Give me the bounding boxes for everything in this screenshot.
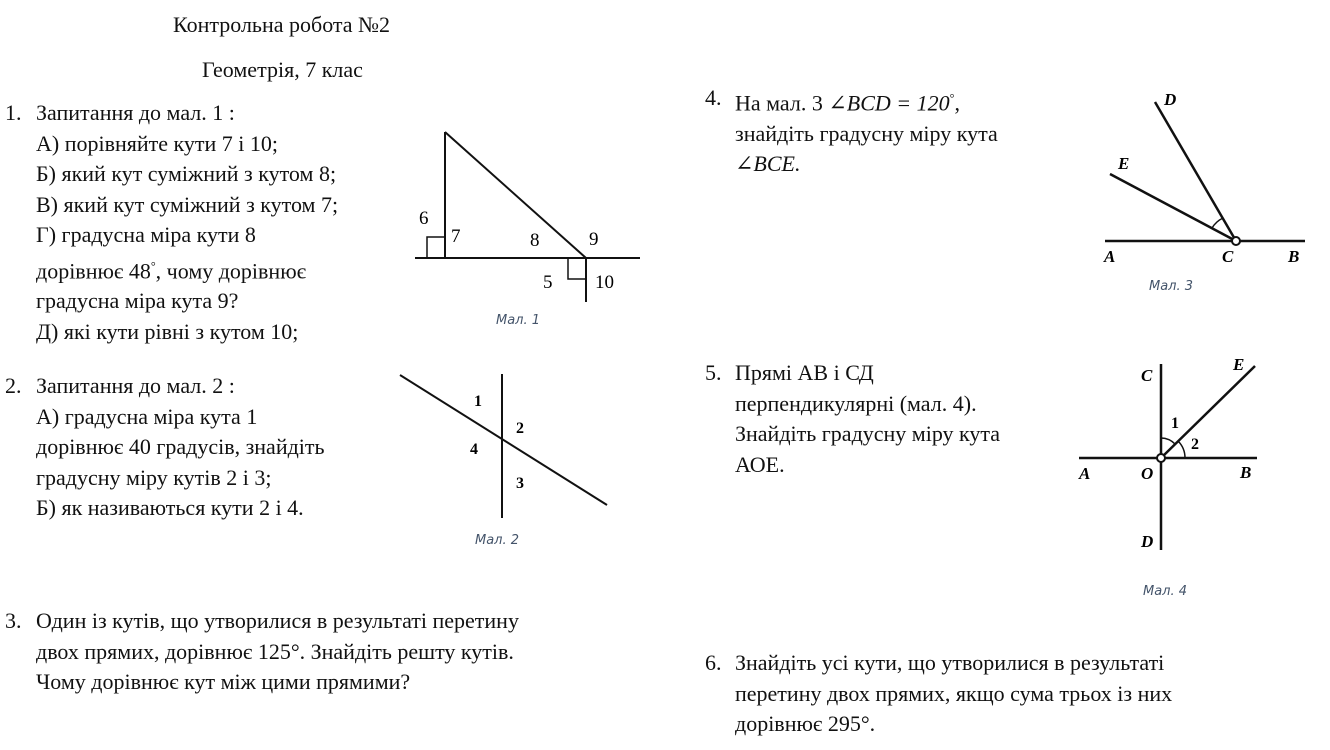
- figure-4: [1075, 350, 1275, 560]
- angle-bce-expression: ∠BCE.: [735, 151, 801, 177]
- fig3-label-b: B: [1288, 247, 1300, 266]
- fig3-label-d: D: [1164, 90, 1177, 109]
- fig1-label-7: 7: [451, 226, 461, 247]
- q3-line: Чому дорівнює кут між цими прямими?: [36, 669, 411, 694]
- degree-sign: °: [949, 91, 955, 105]
- q4-text: [735, 83, 998, 180]
- q5-line: перпендикулярні (мал. 4).: [735, 390, 977, 416]
- q1-line: Запитання до мал. 1 :: [36, 100, 235, 125]
- q1-number: 1.: [5, 100, 22, 125]
- q1-line: [36, 251, 338, 287]
- fig2-slanted-line: [400, 375, 607, 505]
- fig2-label-1: 1: [474, 393, 482, 410]
- fig3-point-c: [1232, 237, 1240, 245]
- fig1-label-6: 6: [419, 208, 429, 229]
- q1-line: Д) які кути рівні з кутом 10;: [36, 318, 299, 344]
- fig4-label-o: O: [1141, 464, 1154, 483]
- q2-text: [36, 371, 325, 524]
- figure-4-caption: Мал. 4: [1143, 584, 1188, 599]
- q3-line: двох прямих, дорівнює 125°. Знайдіть решту кутів.: [36, 638, 514, 664]
- q1-line: Г) градусна міра кути 8: [36, 222, 256, 247]
- q2-line: градусну міру кутів 2 і 3;: [36, 464, 272, 490]
- q3-text: [36, 606, 519, 698]
- q1-text-part: дорівнює 48: [36, 257, 151, 283]
- fig3-label-a: A: [1104, 247, 1116, 266]
- fig4-angle-2-arc: [1178, 441, 1185, 458]
- fig1-right-angle-mark: [427, 237, 445, 258]
- q6-line: дорівнює 295°.: [735, 711, 876, 736]
- fig4-ray-oe: [1161, 366, 1255, 458]
- fig1-label-5: 5: [543, 272, 553, 293]
- fig4-angle-1-arc: [1161, 438, 1175, 444]
- q2-number: 2.: [5, 373, 22, 398]
- q1-line: Б) який кут суміжний з кутом 8;: [36, 161, 337, 186]
- fig2-label-3: 3: [516, 475, 524, 492]
- fig4-point-o: [1157, 454, 1165, 462]
- fig1-right-angle-mark-2: [568, 258, 586, 279]
- fig3-angle-arc: [1212, 218, 1223, 228]
- fig4-label-a: A: [1079, 464, 1091, 483]
- figure-3-caption: Мал. 3: [1149, 279, 1194, 294]
- page-subtitle: Геометрія, 7 клас: [202, 57, 363, 82]
- q6-number: 6.: [705, 650, 722, 675]
- fig1-label-10: 10: [595, 272, 614, 293]
- degree-sign: °: [150, 258, 156, 273]
- fig1-label-8: 8: [530, 230, 540, 251]
- q2-line: Запитання до мал. 2 :: [36, 373, 235, 398]
- q5-line: АОЕ.: [735, 451, 785, 477]
- figure-3: [1095, 85, 1315, 270]
- q2-line: Б) як називаються кути 2 і 4.: [36, 495, 304, 520]
- figure-1: [410, 120, 650, 320]
- q5-line: Прямі АВ і СД: [735, 360, 874, 385]
- q1-line: В) який кут суміжний з кутом 7;: [36, 191, 339, 217]
- fig1-label-9: 9: [589, 229, 599, 250]
- q4-text-part: На мал. 3: [735, 90, 829, 116]
- q4-number: 4.: [705, 85, 722, 110]
- fig2-label-2: 2: [516, 420, 524, 437]
- q4-line: знайдіть градусну міру кута: [735, 120, 998, 146]
- fig2-label-4: 4: [470, 441, 478, 458]
- fig3-label-e: E: [1118, 154, 1130, 173]
- q2-line: А) градусна міра кута 1: [36, 403, 258, 429]
- q1-text: [36, 98, 338, 347]
- q2-line: дорівнює 40 градусів, знайдіть: [36, 434, 325, 459]
- q1-line: А) порівняйте кути 7 і 10;: [36, 130, 279, 156]
- q5-line: Знайдіть градусну міру кута: [735, 421, 1001, 446]
- fig3-label-c: C: [1222, 247, 1234, 266]
- figure-2-caption: Мал. 2: [475, 533, 520, 548]
- page-title: Контрольна робота №2: [173, 12, 391, 37]
- fig1-hypotenuse: [445, 132, 586, 258]
- fig4-label-e: E: [1233, 355, 1245, 374]
- q3-line: Один із кутів, що утворилися в результаті перетину: [36, 608, 519, 633]
- angle-bcd-expression: ∠BCD = 120: [828, 90, 950, 116]
- q5-number: 5.: [705, 360, 722, 385]
- q4-line: [735, 83, 998, 119]
- q5-text: [735, 358, 1000, 480]
- q1-line: градусна міра кута 9?: [36, 288, 239, 314]
- figure-2: [395, 370, 615, 520]
- fig4-label-c: C: [1141, 366, 1153, 385]
- q4-text-part: ,: [954, 90, 960, 116]
- q6-line: Знайдіть усі кути, що утворилися в результаті: [735, 650, 1165, 675]
- fig4-label-d: D: [1141, 532, 1154, 551]
- fig4-label-b: B: [1240, 463, 1252, 482]
- figure-1-caption: Мал. 1: [496, 313, 541, 328]
- fig4-label-1: 1: [1171, 415, 1179, 432]
- q3-number: 3.: [5, 608, 22, 633]
- q6-line: перетину двох прямих, якщо сума трьох із них: [735, 680, 1173, 706]
- q6-text: [735, 648, 1172, 740]
- fig4-label-2: 2: [1191, 436, 1199, 453]
- q1-text-part: , чому дорівнює: [155, 257, 307, 283]
